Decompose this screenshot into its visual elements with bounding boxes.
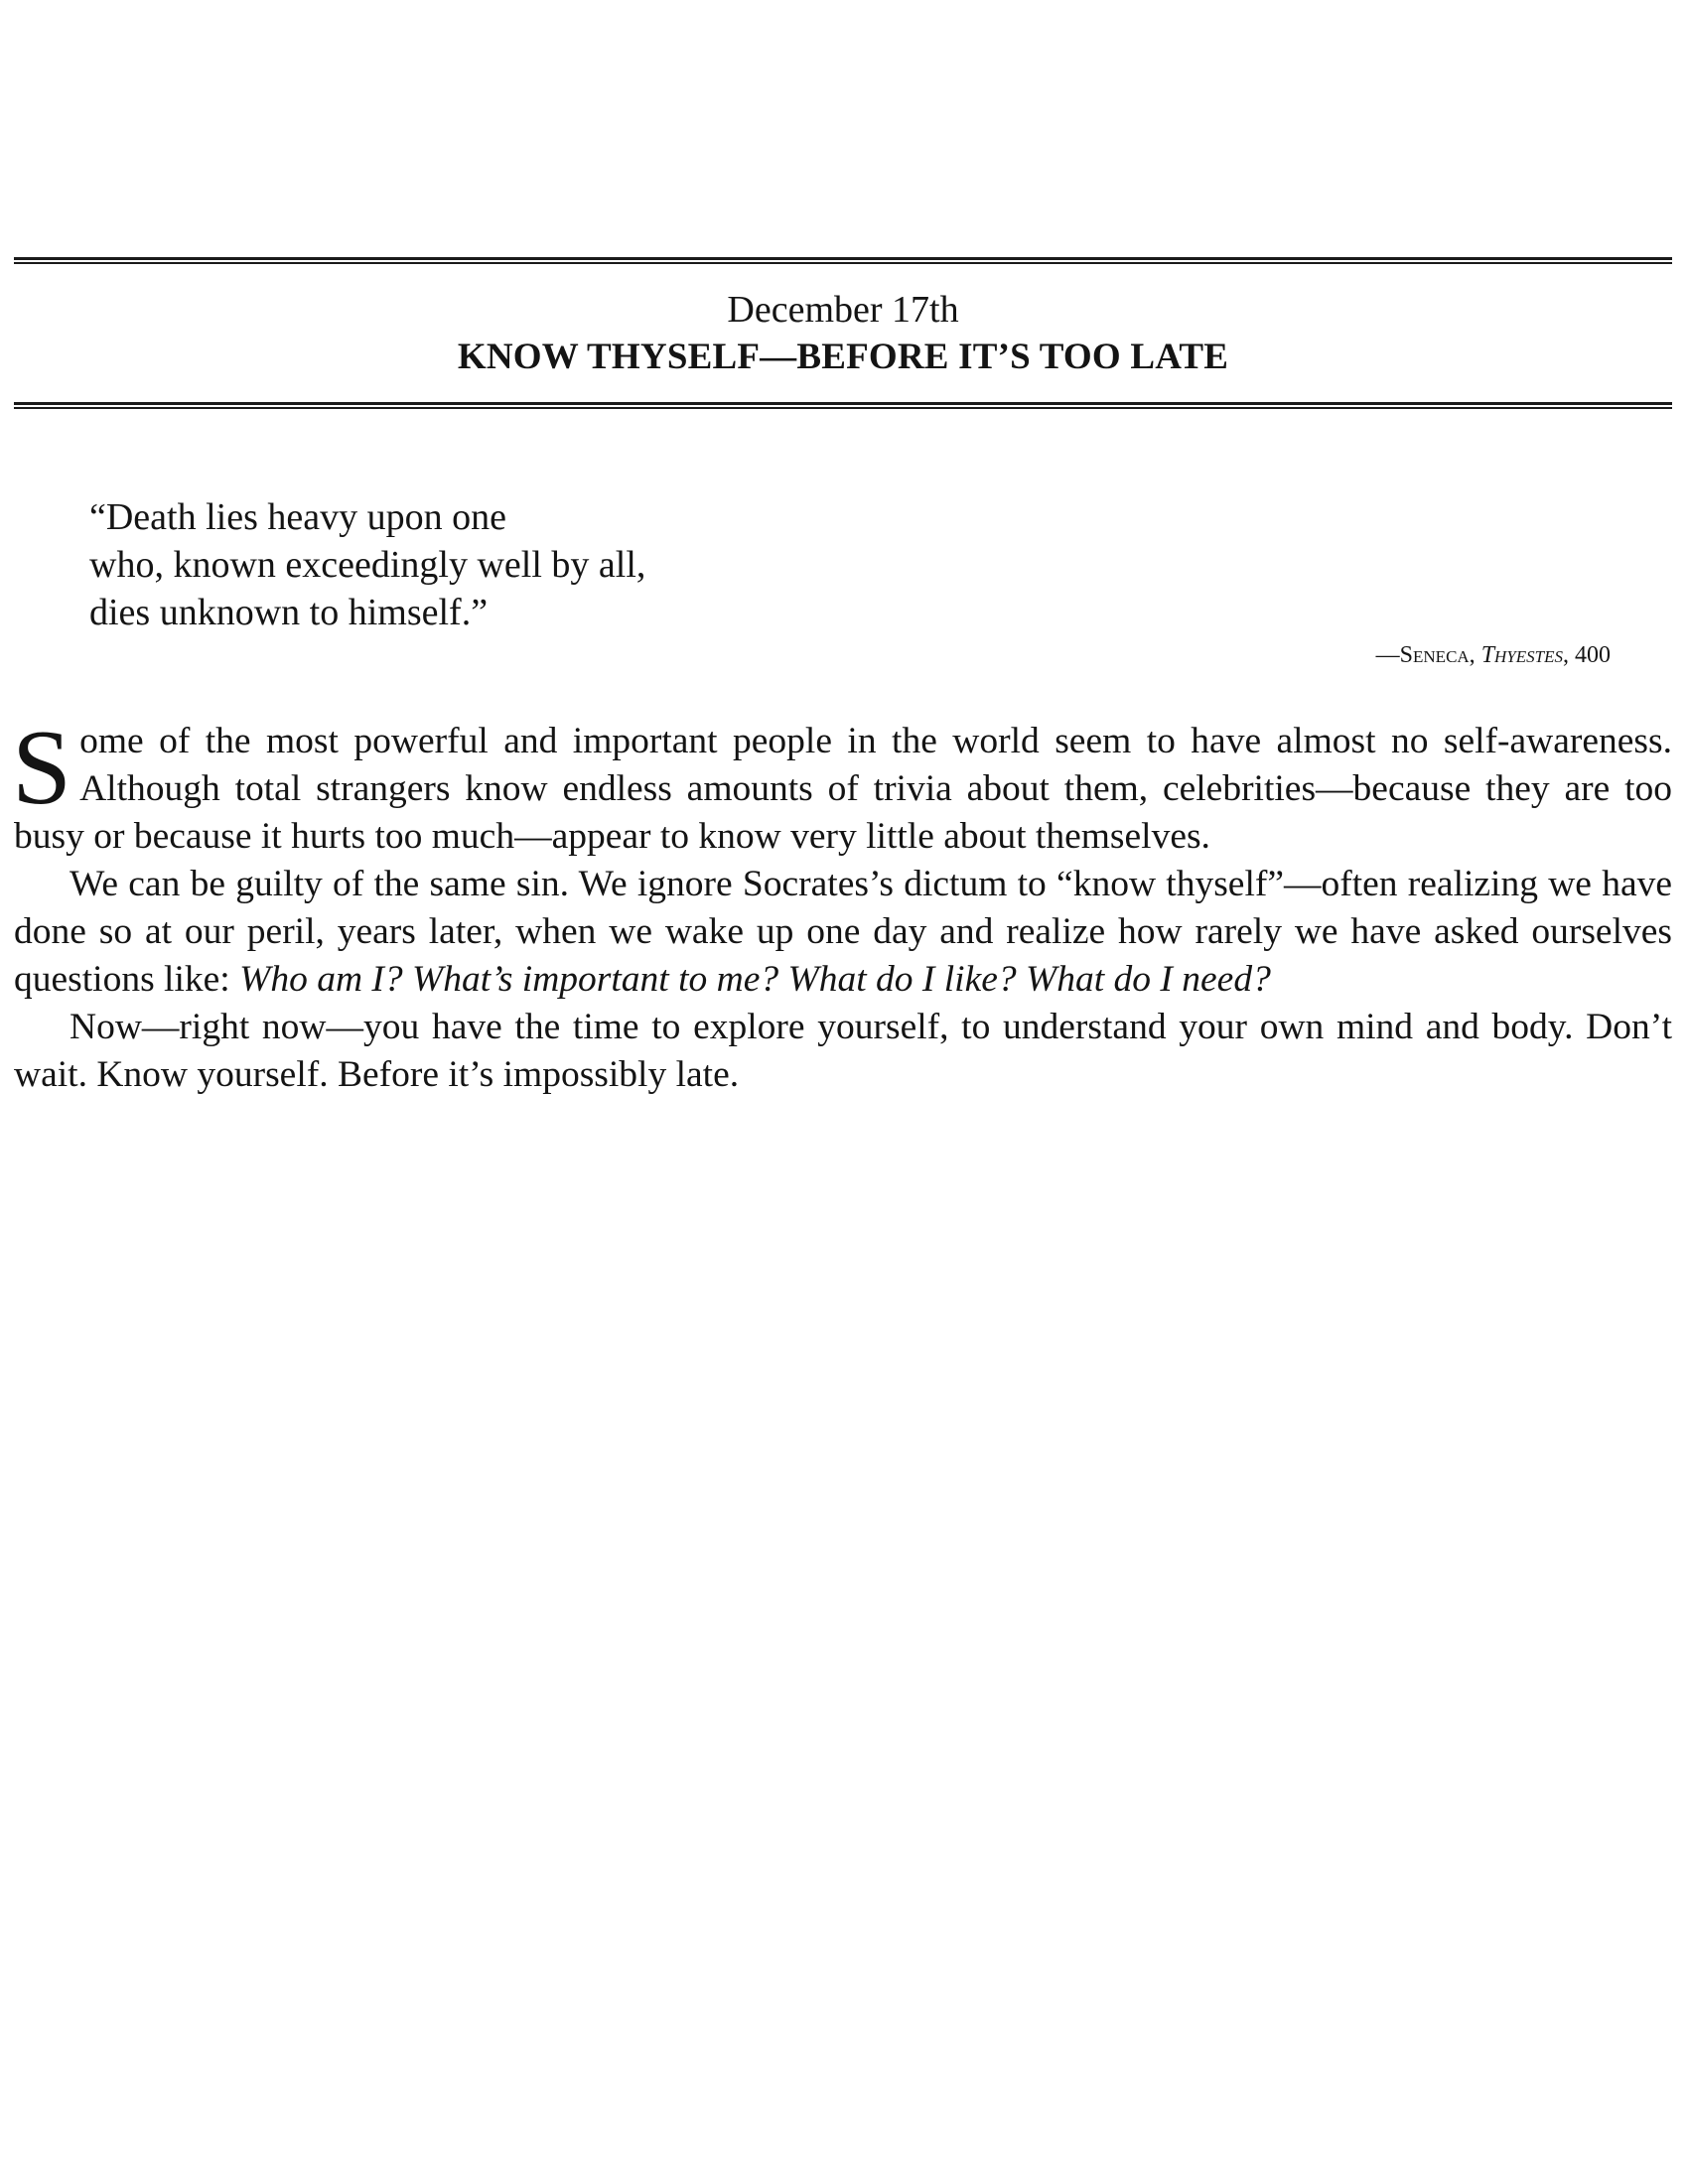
entry-body [12,709,1672,1099]
bottom-double-rule [14,402,1672,409]
body-paragraph-1 [12,709,1672,861]
paragraph-2-text: We can be guilty of the same sin. We ignore Socrates’s dictum to “know thyself”—often realizing we have done so at our peril, years later, when we wake up one day and realize how rarely we have asked ourselves questions like: [14,864,1672,1000]
epigraph-line-3: dies unknown to himself.” [89,592,489,633]
top-double-rule [14,257,1672,264]
entry-header [14,264,1672,402]
attribution-line: , 400 [1563,642,1611,668]
body-paragraph-2 [14,861,1672,1004]
paragraph-2-questions: Who am I? What’s important to me? What do I like? What do I need? [239,959,1271,1000]
epigraph-quote [89,493,1672,636]
attribution-work: Thyestes [1480,642,1563,668]
entry-title: KNOW THYSELF—BEFORE IT’S TOO LATE [457,337,1229,377]
attribution-author: —Seneca, [1375,642,1481,668]
epigraph-line-1: “Death lies heavy upon one [89,496,506,538]
entry-date: December 17th [727,289,959,331]
drop-cap: S [12,709,72,827]
body-paragraph-3: Now—right now—you have the time to explore yourself, to understand your own mind and body. Don’t wait. Know yourself. Before it’s impossibly late. [14,1007,1672,1095]
epigraph-attribution [14,638,1611,672]
epigraph-line-2: who, known exceedingly well by all, [89,544,646,586]
paragraph-1-text: ome of the most powerful and important people in the world seem to have almost no self-awareness. Although total strangers know endless amounts of trivia about them, celebrities—because they are too busy or because it hurts too much—appear to know very little about themselves. [14,721,1672,857]
book-page [14,0,1672,1099]
